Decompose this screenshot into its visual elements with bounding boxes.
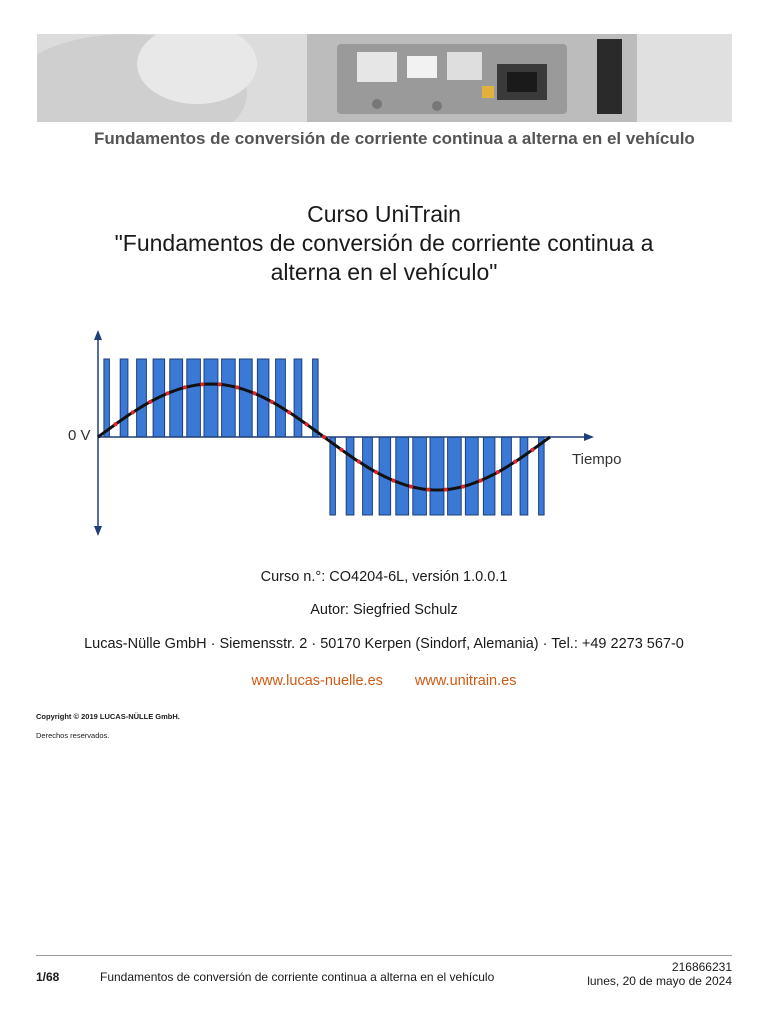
course-author: Autor: Siegfried Schulz — [310, 602, 458, 618]
document-date: lunes, 20 de mayo de 2024 — [587, 974, 732, 988]
zero-volt-label: 0 V — [68, 427, 91, 444]
rights-notice: Derechos reservados. — [36, 731, 110, 740]
sine-marker — [200, 382, 204, 386]
link-lucas-nuelle[interactable]: www.lucas-nuelle.es — [251, 673, 383, 689]
footer-divider — [36, 955, 732, 956]
pwm-pulse — [539, 437, 545, 515]
company-address: Lucas-Nülle GmbH · Siemensstr. 2 · 50170 Kerpen (Sindorf, Alemania) · Tel.: +49 2273 567-0 — [84, 636, 684, 652]
document-id: 216866231 — [671, 960, 732, 974]
sine-marker — [531, 448, 535, 452]
sine-marker — [253, 391, 257, 395]
course-number: Curso n.°: CO4204-6L, versión 1.0.0.1 — [260, 569, 508, 585]
pwm-pulse — [222, 359, 236, 437]
pwm-pulse — [170, 359, 183, 437]
pwm-pulse — [187, 359, 201, 437]
sine-marker — [392, 479, 396, 483]
header-banner-image — [37, 34, 732, 122]
sine-marker — [148, 400, 152, 404]
sine-marker — [322, 435, 326, 439]
sine-marker — [479, 479, 483, 483]
pwm-pulse — [448, 437, 462, 515]
copyright-notice: Copyright © 2019 LUCAS-NÜLLE GmbH. — [36, 712, 180, 721]
pwm-pulse — [276, 359, 286, 437]
pwm-pulse — [396, 437, 409, 515]
footer-title: Fundamentos de conversión de corriente continua a alterna en el vehículo — [100, 970, 495, 984]
y-axis-arrow-up — [94, 330, 102, 340]
pwm-pulse — [330, 437, 336, 515]
pwm-pulse — [239, 359, 252, 437]
sine-marker — [113, 422, 117, 426]
pwm-pulse — [465, 437, 478, 515]
banner-illustration — [37, 34, 732, 122]
sine-marker — [305, 422, 309, 426]
sine-marker — [339, 448, 343, 452]
page-number: 1/68 — [36, 970, 60, 984]
pwm-pulse — [137, 359, 147, 437]
pwm-pulse — [104, 359, 110, 437]
sine-marker — [270, 400, 274, 404]
sine-marker — [166, 391, 170, 395]
pwm-pulse — [363, 437, 373, 515]
time-axis-label: Tiempo — [572, 451, 622, 468]
sine-marker — [287, 410, 291, 414]
course-title — [40, 200, 728, 287]
pwm-pulse — [294, 359, 302, 437]
website-links — [0, 673, 768, 689]
y-axis-arrow-down — [94, 526, 102, 536]
pwm-pulse — [313, 359, 319, 437]
sine-marker — [357, 460, 361, 464]
document-subject: Fundamentos de conversión de corriente continua a alterna en el vehículo — [94, 129, 695, 148]
x-axis-arrow — [584, 433, 594, 441]
pwm-pulse — [502, 437, 512, 515]
pwm-pulse — [346, 437, 354, 515]
sine-marker — [461, 485, 465, 489]
pwm-pulse — [204, 359, 218, 437]
sine-marker — [496, 470, 500, 474]
sine-marker — [183, 385, 187, 389]
sine-marker — [513, 460, 517, 464]
sine-marker — [235, 385, 239, 389]
link-unitrain[interactable]: www.unitrain.es — [414, 673, 517, 689]
title-line-3: alterna en el vehículo" — [270, 259, 498, 285]
pwm-sine-chart — [60, 322, 650, 544]
pwm-pulse — [120, 359, 128, 437]
title-line-1: Curso UniTrain — [307, 201, 461, 227]
sine-marker — [444, 488, 448, 492]
title-line-2: "Fundamentos de conversión de corriente continua a — [114, 230, 654, 256]
sine-marker — [131, 410, 135, 414]
pwm-pulse — [413, 437, 427, 515]
sine-marker — [374, 470, 378, 474]
pwm-pulse — [430, 437, 444, 515]
sine-marker — [409, 485, 413, 489]
sine-marker — [218, 382, 222, 386]
pwm-pulse — [520, 437, 528, 515]
sine-marker — [426, 488, 430, 492]
